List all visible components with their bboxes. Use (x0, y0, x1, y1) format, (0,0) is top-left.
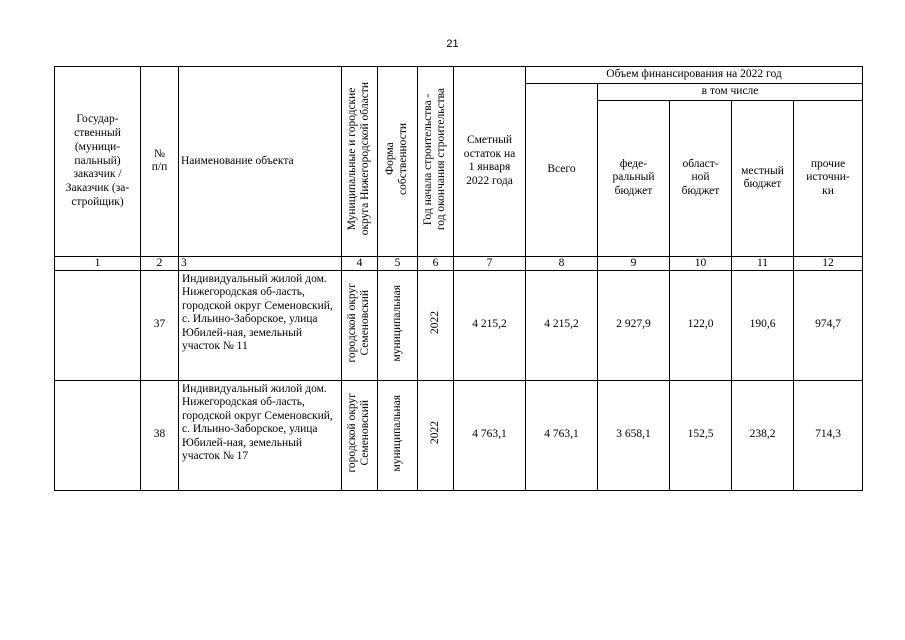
header-customer: Государ- ственный (муници- пальный) заказчик / Заказчик (за- стройщик) (55, 67, 141, 257)
column-number: 1 (55, 256, 141, 270)
header-other: прочие источни- ки (794, 100, 863, 256)
header-local: местный бюджет (732, 100, 794, 256)
header-num: № п/п (141, 67, 179, 257)
row-regional: 152,5 (670, 380, 732, 490)
row-total: 4 763,1 (526, 380, 598, 490)
column-number: 5 (378, 256, 418, 270)
row-num: 38 (141, 380, 179, 490)
column-number: 9 (598, 256, 670, 270)
column-number: 8 (526, 256, 598, 270)
row-local: 238,2 (732, 380, 794, 490)
column-number: 3 (179, 256, 342, 270)
row-federal: 2 927,9 (598, 270, 670, 380)
header-municipality: Муниципальные и городские округа Нижегородской области (342, 67, 378, 257)
row-ownership: муниципальная (378, 270, 418, 380)
table-header (55, 67, 863, 271)
column-number: 6 (418, 256, 454, 270)
row-ownership: муниципальная (378, 380, 418, 490)
table-row (55, 380, 863, 490)
row-municipality: городской округ Семеновский (342, 380, 378, 490)
header-total: Всего (526, 84, 598, 257)
column-number: 4 (342, 256, 378, 270)
column-number: 2 (141, 256, 179, 270)
column-number: 10 (670, 256, 732, 270)
row-regional: 122,0 (670, 270, 732, 380)
column-number: 7 (454, 256, 526, 270)
row-other: 714,3 (794, 380, 863, 490)
column-numbers-row (55, 256, 863, 270)
header-ownership: Форма собственности (378, 67, 418, 257)
row-municipality: городской округ Семеновский (342, 270, 378, 380)
row-federal: 3 658,1 (598, 380, 670, 490)
header-object: Наименование объекта (179, 67, 342, 257)
row-customer (55, 270, 141, 380)
row-object: Индивидуальный жилой дом. Нижегородская об-ласть, городской округ Семеновский, с. Ильино-Заборское, улица Юбилей-ная, земельный участок № 17 (179, 380, 342, 490)
header-regional: област- ной бюджет (670, 100, 732, 256)
header-including: в том числе (598, 84, 863, 101)
row-num: 37 (141, 270, 179, 380)
row-object: Индивидуальный жилой дом. Нижегородская об-ласть, городской округ Семеновский, с. Ильино-Заборское, улица Юбилей-ная, земельный участок № 11 (179, 270, 342, 380)
row-customer (55, 380, 141, 490)
column-number: 12 (794, 256, 863, 270)
header-financing: Объем финансирования на 2022 год (526, 67, 863, 84)
column-number: 11 (732, 256, 794, 270)
row-years: 2022 (418, 270, 454, 380)
financing-table (54, 66, 863, 491)
row-other: 974,7 (794, 270, 863, 380)
row-remainder: 4 215,2 (454, 270, 526, 380)
header-federal: феде- ральный бюджет (598, 100, 670, 256)
header-remainder: Сметный остаток на 1 января 2022 года (454, 67, 526, 257)
table-body (55, 270, 863, 490)
row-years: 2022 (418, 380, 454, 490)
table-row (55, 270, 863, 380)
header-years: Год начала строительства - год окончания строительства (418, 67, 454, 257)
row-total: 4 215,2 (526, 270, 598, 380)
row-local: 190,6 (732, 270, 794, 380)
row-remainder: 4 763,1 (454, 380, 526, 490)
page-number: 21 (446, 38, 459, 50)
